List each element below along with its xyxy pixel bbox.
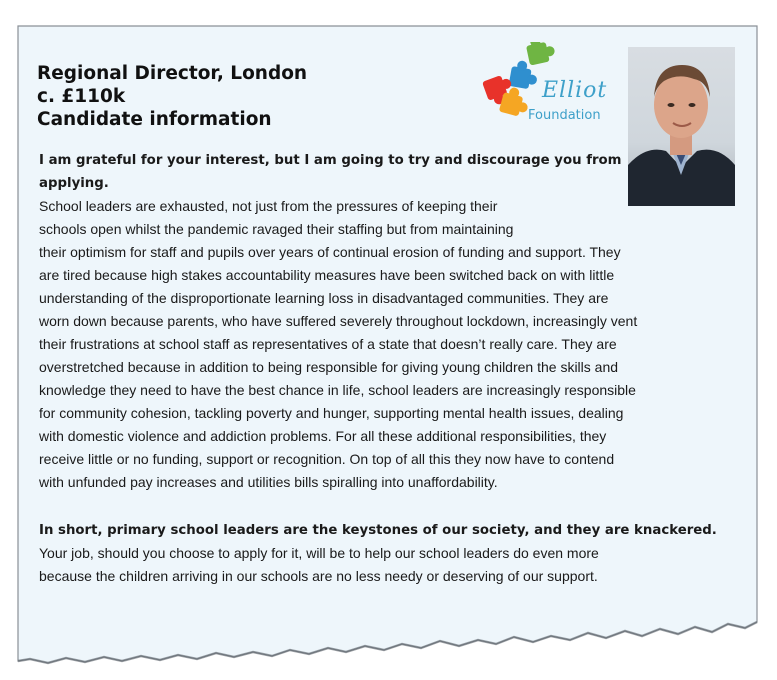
paragraph-line: with unfunded pay increases and utilities bills spiralling into unaffordability. (39, 474, 498, 490)
paragraph-line: are tired because high stakes accountability measures have been switched back on with little (39, 267, 615, 283)
document-subtitle: Candidate information (37, 109, 272, 130)
paragraph-line: understanding of the disproportionate learning loss in disadvantaged communities. They are (39, 290, 609, 306)
portrait-photo (628, 47, 735, 206)
closing-line: because the children arriving in our schools are no less needy or deserving of our support. (39, 568, 598, 584)
paragraph-line: schools open whilst the pandemic ravaged their staffing but from maintaining (39, 221, 514, 237)
person-photo-image (628, 47, 735, 206)
summary-bold-line: In short, primary school leaders are the keystones of our society, and they are knackered. (39, 523, 717, 538)
logo-subtitle: Foundation (528, 108, 601, 123)
paragraph-line: for community cohesion, tackling poverty and hunger, supporting mental health issues, dealing (39, 405, 624, 421)
paragraph-line: overstretched because in addition to being responsible for giving young children the skills and (39, 359, 619, 375)
paragraph-line: their frustrations at school staff as representatives of a state that doesn’t really care. They are (39, 336, 617, 352)
paragraph-line: knowledge they need to have the best chance in life, school leaders are increasingly responsible (39, 382, 636, 398)
job-title: Regional Director, London (37, 63, 308, 84)
closing-line: Your job, should you choose to apply for it, will be to help our school leaders do even more (39, 545, 599, 561)
salary: c. £110k (37, 86, 126, 107)
intro-bold-line-2: applying. (39, 176, 109, 191)
paragraph-line: with domestic violence and addiction problems. For all these additional responsibilities, they (39, 428, 607, 444)
paragraph-line: School leaders are exhausted, not just from the pressures of keeping their (39, 198, 498, 214)
elliot-foundation-logo (474, 42, 614, 126)
logo-name: Elliot (542, 78, 608, 103)
paragraph-line: receive little or no funding, support or recognition. On top of all this they now have to contend (39, 451, 615, 467)
paragraph-line: their optimism for staff and pupils over years of continual erosion of funding and support. They (39, 244, 621, 260)
page-heading (37, 62, 307, 131)
paragraph-line: worn down because parents, who have suffered severely throughout lockdown, increasingly vent (39, 313, 638, 329)
intro-bold-line-1: I am grateful for your interest, but I am going to try and discourage you from (39, 153, 622, 168)
